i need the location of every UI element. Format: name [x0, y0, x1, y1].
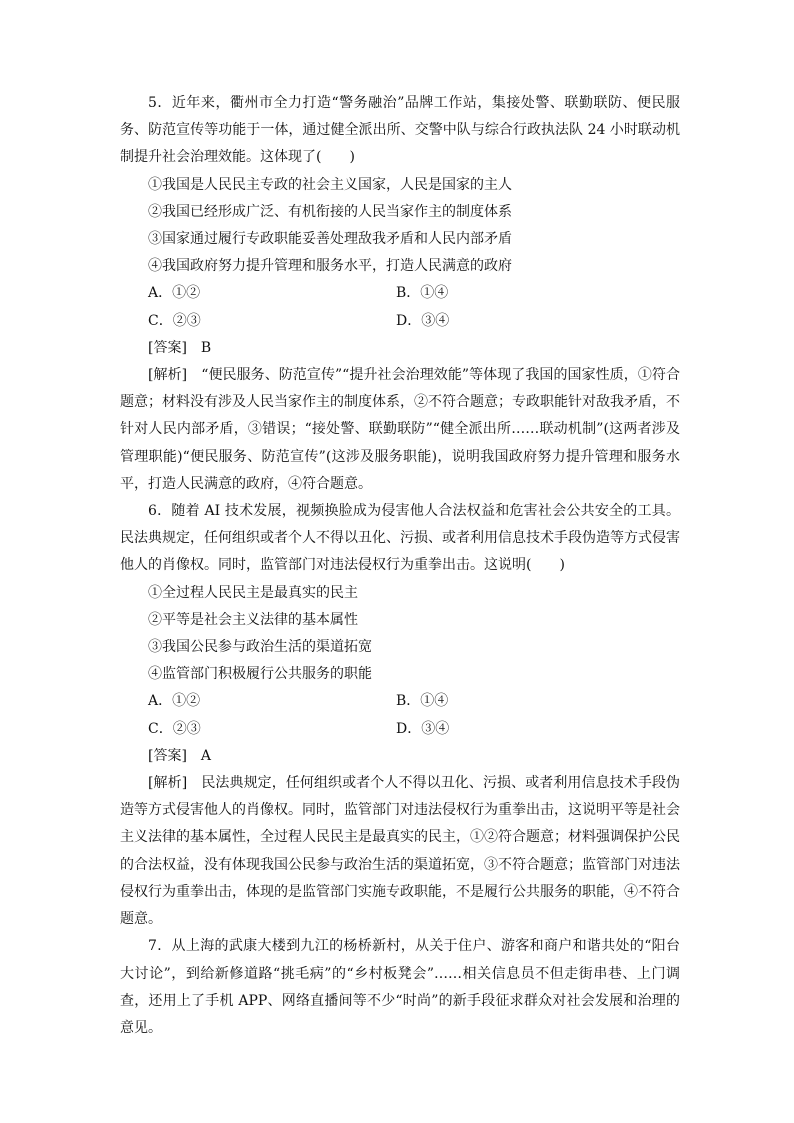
question-5-stem: 5．近年来，衢州市全力打造“警务融治”品牌工作站，集接处警、联勤联防、便民服务、防范宣传等功能于一体，通过健全派出所、交警中队与综合行政执法队 24 小时联动机制提升社会治理效能。这体现了( ): [120, 95, 680, 166]
question-6-option-2: ②平等是社会主义法律的基本属性: [148, 611, 358, 628]
question-6-explanation: [解析] 民法典规定，任何组织或者个人不得以丑化、污损、或者利用信息技术手段伪造等方式侵害他人的肖像权。同时，监管部门对违法侵权行为重拳出击，这说明平等是社会主义法律的基本属性，全过程人民民主是最真实的民主，①②符合题意；材料强调保护公民的合法权益，没有体现我国公民参与政治生活的渠道拓宽，③不符合题意；监管部门对违法侵权行为重拳出击，体现的是监管部门实施专政职能，不是履行公共服务的职能，④不符合题意。: [120, 775, 680, 928]
question-5-option-3: ③国家通过履行专政职能妥善处理敌我矛盾和人民内部矛盾: [148, 231, 512, 248]
question-6-option-1: ①全过程人民民主是最真实的民主: [148, 584, 358, 601]
choice-d: D．③④: [396, 720, 450, 737]
choice-a: A．①②: [148, 285, 201, 302]
question-7-stem: 7．从上海的武康大楼到九江的杨桥新村，从关于住户、游客和商户和谐共处的“阳台大讨论”，到给新修道路“挑毛病”的“乡村板凳会”……相关信息员不但走街串巷、上门调查，还用上了手机 APP、网络直播间等不少“时尚”的新手段征求群众对社会发展和治理的意见。: [120, 938, 680, 1036]
question-6-stem: 6．随着 AI 技术发展，视频换脸成为侵害他人合法权益和危害社会公共安全的工具。民法典规定，任何组织或者个人不得以丑化、污损、或者利用信息技术手段伪造等方式侵害他人的肖像权。同时，监管部门对违法侵权行为重拳出击。这说明( ): [120, 503, 680, 574]
question-6-choices: [120, 688, 680, 742]
question-6-answer: [答案] A: [148, 747, 212, 764]
question-5-option-1: ①我国是人民民主专政的社会主义国家，人民是国家的主人: [148, 176, 512, 193]
choice-c: C．②③: [148, 720, 201, 737]
choice-d: D．③④: [396, 312, 450, 329]
question-5-option-4: ④我国政府努力提升管理和服务水平，打造人民满意的政府: [148, 258, 512, 275]
document-page: [120, 90, 680, 1042]
question-5-choices: [120, 280, 680, 334]
question-5-explanation: [解析] “便民服务、防范宣传”“提升社会治理效能”等体现了我国的国家性质，①符合题意；材料没有涉及人民当家作主的制度体系，②不符合题意；专政职能针对敌我矛盾，不针对人民内部矛盾，③错误；“接处警、联勤联防”“健全派出所……联动机制”(这两者涉及管理职能)“便民服务、防范宣传”(这涉及服务职能)，说明我国政府努力提升管理和服务水平，打造人民满意的政府，④符合题意。: [120, 367, 680, 492]
choice-a: A．①②: [148, 693, 201, 710]
question-6-option-3: ③我国公民参与政治生活的渠道拓宽: [148, 639, 372, 656]
question-5-answer: [答案] B: [148, 339, 212, 356]
choice-b: B．①④: [396, 693, 449, 710]
choice-c: C．②③: [148, 312, 201, 329]
choice-b: B．①④: [396, 285, 449, 302]
question-5-option-2: ②我国已经形成广泛、有机衔接的人民当家作主的制度体系: [148, 203, 512, 220]
question-6-option-4: ④监管部门积极履行公共服务的职能: [148, 666, 372, 683]
